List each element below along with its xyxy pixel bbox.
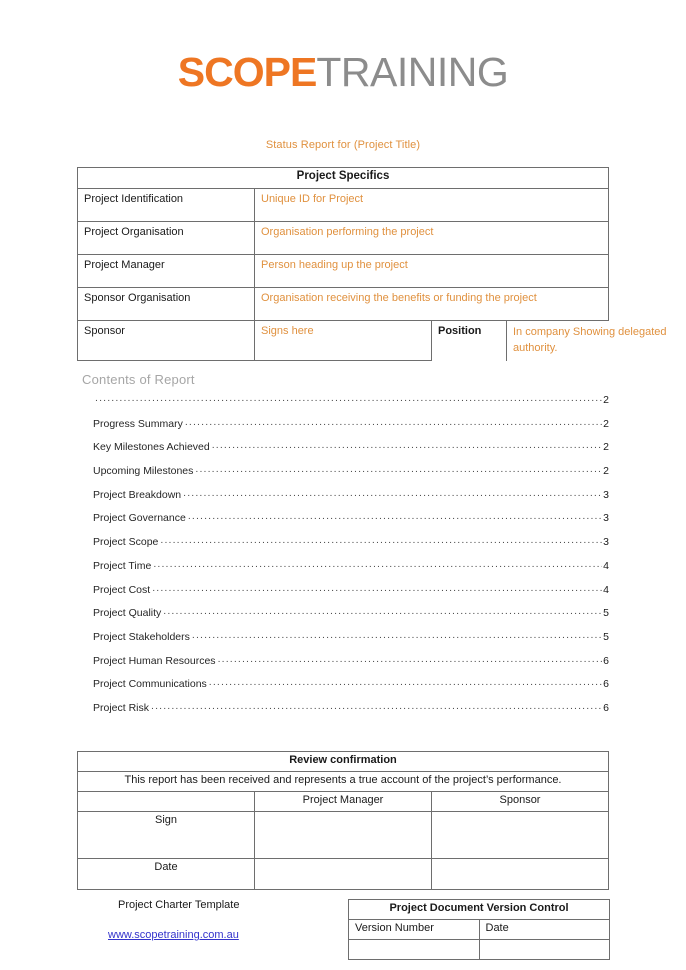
- toc-entry-label: Project Breakdown: [93, 488, 182, 501]
- version-control-col-date: Date: [479, 920, 610, 940]
- contents-heading: Contents of Report: [82, 372, 195, 387]
- list-item[interactable]: [93, 392, 609, 416]
- toc-entry-page: 5: [603, 630, 609, 643]
- toc-entry-label: Upcoming Milestones: [93, 465, 194, 478]
- toc-entry-page: 4: [603, 559, 609, 572]
- toc-entry-label: Project Time: [93, 559, 152, 572]
- list-item[interactable]: [93, 676, 609, 700]
- toc-dot-leader: [95, 392, 602, 403]
- toc-dot-leader: [152, 582, 602, 593]
- list-item[interactable]: [93, 487, 609, 511]
- toc-entry-label: Project Quality: [93, 607, 162, 620]
- row-value-project-manager[interactable]: Person heading up the project: [255, 255, 609, 288]
- version-control-title: Project Document Version Control: [349, 900, 610, 920]
- toc-entry-label: Project Human Resources: [93, 654, 216, 667]
- toc-entry-label: Project Cost: [93, 583, 151, 596]
- toc-entry-label: Key Milestones Achieved: [93, 441, 210, 454]
- version-number-field[interactable]: [349, 940, 480, 960]
- toc-dot-leader: [209, 676, 602, 687]
- list-item[interactable]: [93, 463, 609, 487]
- toc-entry-page: 3: [603, 536, 609, 549]
- row-label-project-organisation: Project Organisation: [78, 222, 255, 255]
- version-date-field[interactable]: [479, 940, 610, 960]
- table-row-date: [78, 859, 609, 890]
- toc-entry-page: 6: [603, 654, 609, 667]
- review-col-project-manager: Project Manager: [255, 792, 432, 812]
- table-row: [78, 255, 609, 288]
- version-control-section: [348, 899, 610, 960]
- logo-secondary-text: TRAINING: [316, 49, 509, 95]
- toc-dot-leader: [195, 463, 602, 474]
- footer-website-link[interactable]: www.scopetraining.com.au: [108, 929, 239, 941]
- list-item[interactable]: [93, 629, 609, 653]
- toc-entry-page: 3: [603, 512, 609, 525]
- toc-entry-page: 2: [603, 394, 609, 406]
- table-row-header: [78, 752, 609, 772]
- toc-dot-leader: [212, 439, 602, 450]
- status-report-title: Status Report for (Project Title): [265, 139, 421, 151]
- toc-entry-page: 2: [603, 417, 609, 430]
- review-row-label-sign: Sign: [78, 812, 255, 859]
- row-value-sponsor-organisation[interactable]: Organisation receiving the benefits or funding the project: [255, 288, 609, 321]
- review-confirmation-section: [77, 751, 609, 890]
- table-row-sign: [78, 812, 609, 859]
- row-label-project-manager: Project Manager: [78, 255, 255, 288]
- list-item[interactable]: [93, 605, 609, 629]
- toc-entry-page: 4: [603, 583, 609, 596]
- toc-dot-leader: [153, 558, 602, 569]
- toc-entry-label: Project Communications: [93, 678, 207, 691]
- footer-template-name: Project Charter Template: [118, 899, 240, 911]
- review-confirmation-table: [77, 751, 609, 890]
- list-item[interactable]: [93, 416, 609, 440]
- toc-dot-leader: [183, 487, 602, 498]
- toc-entry-label: Progress Summary: [93, 417, 183, 430]
- sign-project-manager-field[interactable]: [255, 812, 432, 859]
- row-label-sponsor: Sponsor: [78, 321, 255, 361]
- table-row: [78, 189, 609, 222]
- toc-entry-page: 5: [603, 607, 609, 620]
- toc-entry-label: Project Scope: [93, 536, 159, 549]
- row-value-position[interactable]: In company Showing delegated authority.: [513, 326, 667, 354]
- toc-entry-page: 2: [603, 465, 609, 478]
- list-item[interactable]: [93, 558, 609, 582]
- table-row: [78, 288, 609, 321]
- table-row: [78, 222, 609, 255]
- date-sponsor-field[interactable]: [432, 859, 609, 890]
- table-row: [78, 772, 609, 792]
- table-row: [349, 940, 610, 960]
- project-specifics-table: [77, 167, 667, 361]
- date-project-manager-field[interactable]: [255, 859, 432, 890]
- review-confirmation-title: Review confirmation: [78, 752, 609, 772]
- toc-entry-page: 2: [603, 441, 609, 454]
- version-control-table: [348, 899, 610, 960]
- toc-dot-leader: [163, 605, 602, 616]
- toc-entry-label: Project Risk: [93, 701, 150, 714]
- sign-sponsor-field[interactable]: [432, 812, 609, 859]
- toc-dot-leader: [218, 653, 603, 664]
- list-item[interactable]: [93, 534, 609, 558]
- row-value-sponsor-signature[interactable]: Signs here: [255, 321, 432, 361]
- toc-dot-leader: [188, 510, 602, 521]
- list-item[interactable]: [93, 653, 609, 677]
- review-statement: This report has been received and represents a true account of the project’s performance.: [78, 772, 609, 792]
- table-row-header: [78, 168, 609, 189]
- toc-entry-page: 3: [603, 488, 609, 501]
- row-label-sponsor-organisation: Sponsor Organisation: [78, 288, 255, 321]
- table-row-header: [349, 900, 610, 920]
- toc-dot-leader: [151, 700, 602, 711]
- list-item[interactable]: [93, 439, 609, 463]
- table-of-contents: [93, 392, 609, 724]
- list-item[interactable]: [93, 582, 609, 606]
- toc-dot-leader: [160, 534, 602, 545]
- brand-logo: [0, 49, 686, 95]
- sponsor-position-group: [432, 321, 667, 361]
- review-corner-cell: [78, 792, 255, 812]
- toc-entry-page: 6: [603, 678, 609, 691]
- logo-primary-text: SCOPE: [177, 49, 317, 95]
- logo-text: [177, 49, 509, 95]
- table-row-columns: [78, 792, 609, 812]
- row-label-project-identification: Project Identification: [78, 189, 255, 222]
- row-value-project-identification[interactable]: Unique ID for Project: [255, 189, 609, 222]
- row-value-project-organisation[interactable]: Organisation performing the project: [255, 222, 609, 255]
- toc-dot-leader: [185, 416, 602, 427]
- version-control-col-version-number: Version Number: [349, 920, 480, 940]
- row-label-position: Position: [432, 321, 507, 361]
- toc-dot-leader: [192, 629, 602, 640]
- toc-entry-page: 6: [603, 701, 609, 714]
- table-row-sponsor: [78, 321, 609, 361]
- review-col-sponsor: Sponsor: [432, 792, 609, 812]
- toc-entry-label: Project Stakeholders: [93, 630, 190, 643]
- project-specifics-section: [77, 167, 667, 361]
- table-row-columns: [349, 920, 610, 940]
- list-item[interactable]: [93, 700, 609, 724]
- toc-entry-label: Project Governance: [93, 512, 186, 525]
- project-specifics-header: Project Specifics: [78, 168, 609, 189]
- review-row-label-date: Date: [78, 859, 255, 890]
- list-item[interactable]: [93, 510, 609, 534]
